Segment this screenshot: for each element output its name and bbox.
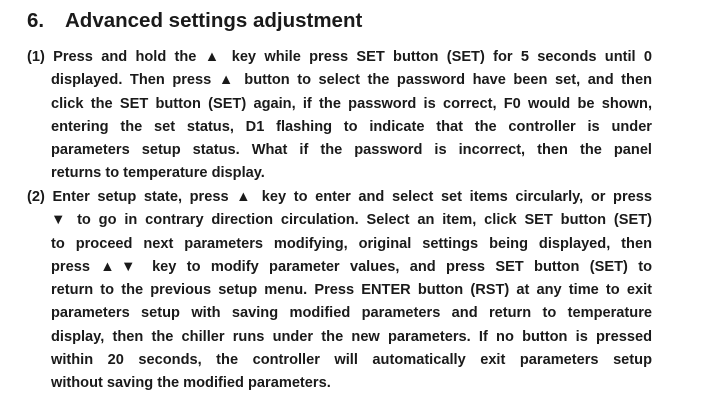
paragraph-line: click the SET button (SET) again, if the password is correct, F0 would be shown, xyxy=(51,95,652,112)
paragraph-line: parameters setup with saving modified parameters and return to temperature xyxy=(51,305,652,322)
paragraph-line: press ▲▼ key to modify parameter values, and press SET button (SET) to xyxy=(51,258,652,275)
paragraph-marker: (2) xyxy=(27,189,45,205)
paragraph-line: return to the previous setup menu. Press ENTER button (RST) at any time to exit xyxy=(51,282,652,299)
paragraph-2 xyxy=(27,186,652,396)
paragraph-line: displayed. Then press ▲ button to select the password have been set, and then xyxy=(51,72,652,89)
paragraph-line: parameters setup status. What if the password is incorrect, then the panel xyxy=(51,142,652,159)
section-heading xyxy=(27,8,362,34)
paragraph-line: within 20 seconds, the controller will automatically exit parameters setup xyxy=(51,352,652,369)
paragraph-line: entering the set status, D1 flashing to indicate that the controller is under xyxy=(51,118,652,135)
paragraph-1 xyxy=(27,46,652,186)
paragraph-line: ▼ to go in contrary direction circulation. Select an item, click SET button (SET) xyxy=(51,212,652,229)
paragraph-line: returns to temperature display. xyxy=(51,165,265,182)
paragraph-text: Enter setup state, press ▲ key to enter and select set items circularly, or press xyxy=(52,189,652,205)
section-number: 6. xyxy=(27,9,45,32)
paragraph-line xyxy=(27,186,652,209)
paragraph-line: display, then the chiller runs under the new parameters. If no button is pressed xyxy=(51,328,652,345)
paragraph-line: to proceed next parameters modifying, original settings being displayed, then xyxy=(51,235,652,252)
paragraph-line xyxy=(27,46,652,69)
paragraph-line: without saving the modified parameters. xyxy=(51,375,331,392)
paragraph-text: Press and hold the ▲ key while press SET button (SET) for 5 seconds until 0 xyxy=(53,49,652,65)
paragraph-marker: (1) xyxy=(27,49,45,65)
section-title: Advanced settings adjustment xyxy=(65,9,363,32)
